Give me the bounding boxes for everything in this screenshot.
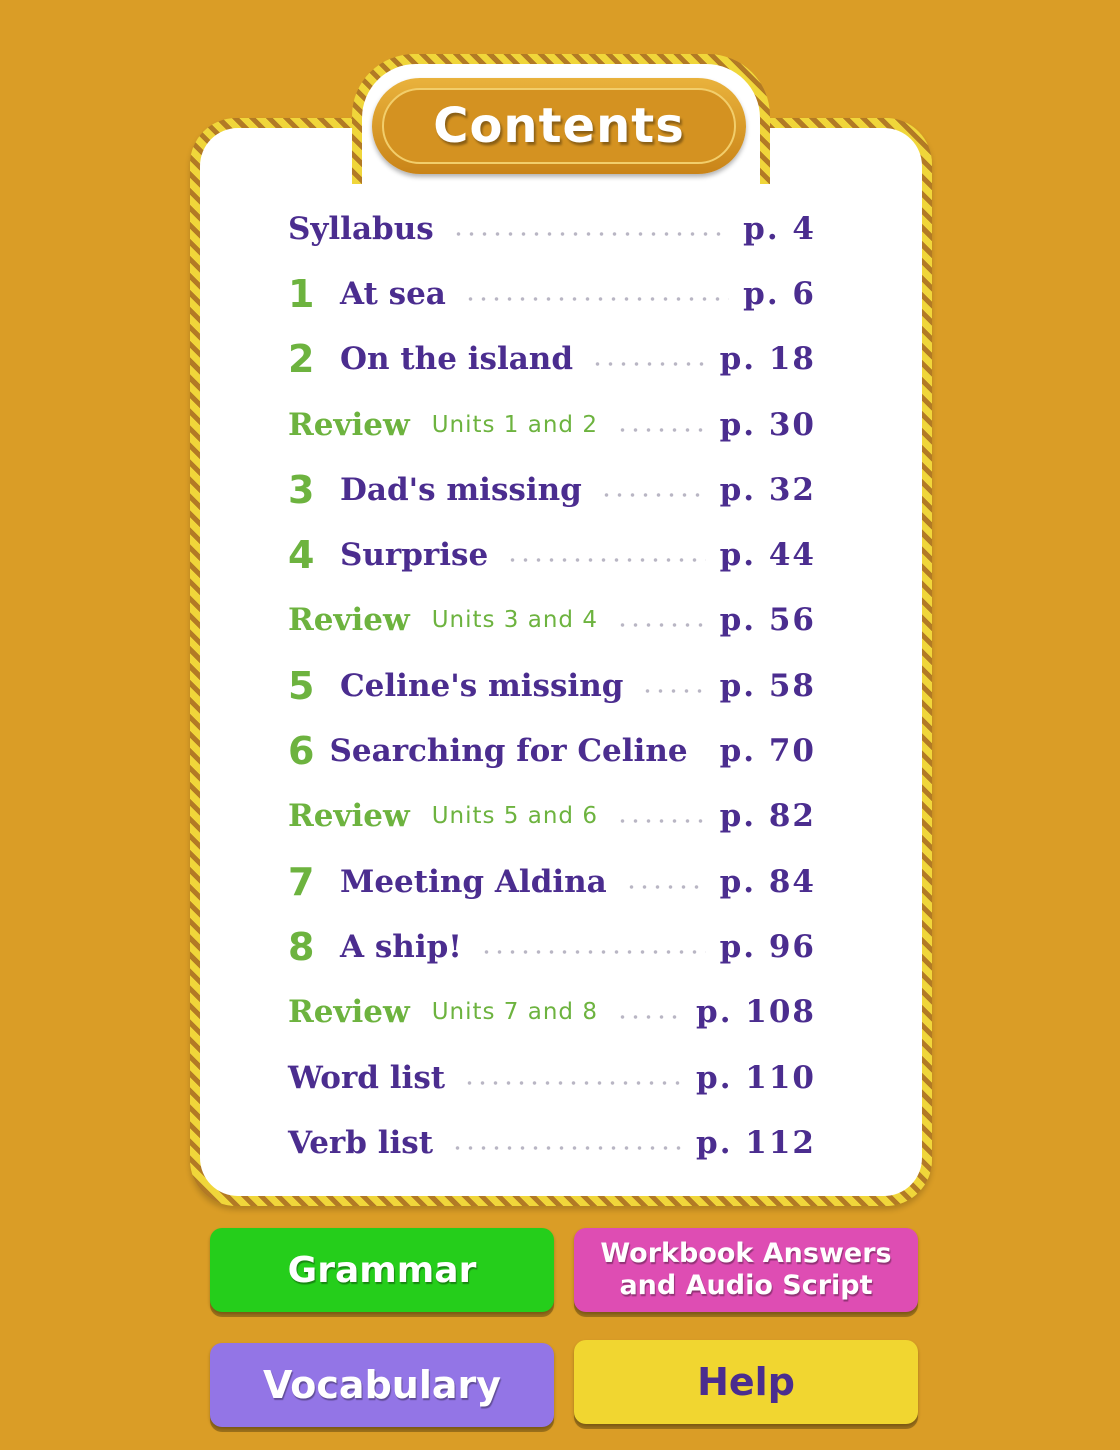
page-number: p. 110	[696, 1059, 816, 1096]
page-number: p. 70	[719, 733, 816, 770]
toc-label: Surprise	[340, 537, 489, 574]
review-units: Units 3 and 4	[431, 607, 598, 634]
help-button[interactable]	[574, 1340, 918, 1424]
page-number: p. 84	[719, 863, 816, 900]
review-label: Review	[288, 406, 410, 443]
workbook-answers-button[interactable]	[574, 1228, 918, 1312]
page-number: p. 82	[719, 798, 816, 835]
toc-row[interactable]	[288, 522, 816, 587]
toc-row[interactable]	[288, 196, 816, 261]
dot-leader	[464, 297, 729, 301]
vocabulary-button[interactable]	[210, 1343, 554, 1427]
page-number: p. 30	[719, 406, 816, 443]
unit-number: 4	[288, 533, 315, 578]
unit-number: 3	[288, 467, 315, 512]
dot-leader	[451, 1146, 682, 1150]
dot-leader	[616, 428, 706, 432]
review-units: Units 5 and 6	[431, 803, 598, 830]
toc-row[interactable]	[288, 849, 816, 914]
toc-row[interactable]	[288, 457, 816, 522]
dot-leader	[480, 950, 706, 954]
toc-row[interactable]	[288, 392, 816, 457]
vocabulary-button-label: Vocabulary	[262, 1363, 502, 1407]
toc-row[interactable]	[288, 914, 816, 979]
dot-leader	[452, 232, 729, 236]
dot-leader	[616, 819, 706, 823]
dot-leader	[591, 362, 706, 366]
table-of-contents	[288, 196, 816, 1175]
toc-label: Searching for Celine	[329, 733, 688, 770]
toc-row[interactable]	[288, 718, 816, 783]
page-number: p. 18	[719, 341, 816, 378]
review-label: Review	[288, 798, 410, 835]
toc-row[interactable]	[288, 588, 816, 653]
dot-leader	[506, 558, 705, 562]
grammar-button[interactable]	[210, 1228, 554, 1312]
toc-label: Meeting Aldina	[340, 863, 607, 900]
help-button-label: Help	[697, 1360, 795, 1404]
page-number: p. 56	[719, 602, 816, 639]
page-number: p. 58	[719, 667, 816, 704]
contents-title-badge	[372, 78, 746, 174]
page-number: p. 96	[719, 928, 816, 965]
dot-leader	[600, 493, 706, 497]
toc-row[interactable]	[288, 1045, 816, 1110]
page-number: p. 108	[696, 994, 816, 1031]
review-label: Review	[288, 994, 410, 1031]
page-number: p. 44	[719, 537, 816, 574]
page-number: p. 112	[696, 1124, 816, 1161]
toc-row[interactable]	[288, 653, 816, 718]
page-number: p. 4	[743, 210, 816, 247]
toc-label: Syllabus	[288, 210, 434, 247]
toc-label: A ship!	[340, 928, 462, 965]
toc-label: Celine's missing	[340, 667, 624, 704]
dot-leader	[625, 885, 706, 889]
toc-label: Dad's missing	[340, 471, 582, 508]
review-label: Review	[288, 602, 410, 639]
toc-label: On the island	[340, 341, 574, 378]
dot-leader	[616, 623, 706, 627]
toc-label: Word list	[288, 1059, 446, 1096]
unit-number: 2	[288, 337, 315, 382]
page-number: p. 6	[743, 275, 816, 312]
toc-row[interactable]	[288, 980, 816, 1045]
unit-number: 1	[288, 271, 315, 316]
review-units: Units 1 and 2	[431, 411, 598, 438]
toc-label: At sea	[340, 275, 446, 312]
page-title: Contents	[433, 98, 685, 154]
workbook-button-label-line2: and Audio Script	[619, 1270, 873, 1301]
dot-leader	[463, 1081, 682, 1085]
unit-number: 6	[288, 729, 315, 774]
workbook-button-label-line1: Workbook Answers	[600, 1238, 892, 1269]
toc-row[interactable]	[288, 327, 816, 392]
dot-leader	[616, 1015, 682, 1019]
review-units: Units 7 and 8	[431, 999, 598, 1026]
toc-row[interactable]	[288, 784, 816, 849]
grammar-button-label: Grammar	[287, 1249, 477, 1291]
page-number: p. 32	[719, 471, 816, 508]
dot-leader	[641, 689, 705, 693]
unit-number: 5	[288, 663, 315, 708]
toc-row[interactable]	[288, 261, 816, 326]
unit-number: 8	[288, 924, 315, 969]
toc-label: Verb list	[288, 1124, 434, 1161]
unit-number: 7	[288, 859, 315, 904]
toc-row[interactable]	[288, 1110, 816, 1175]
